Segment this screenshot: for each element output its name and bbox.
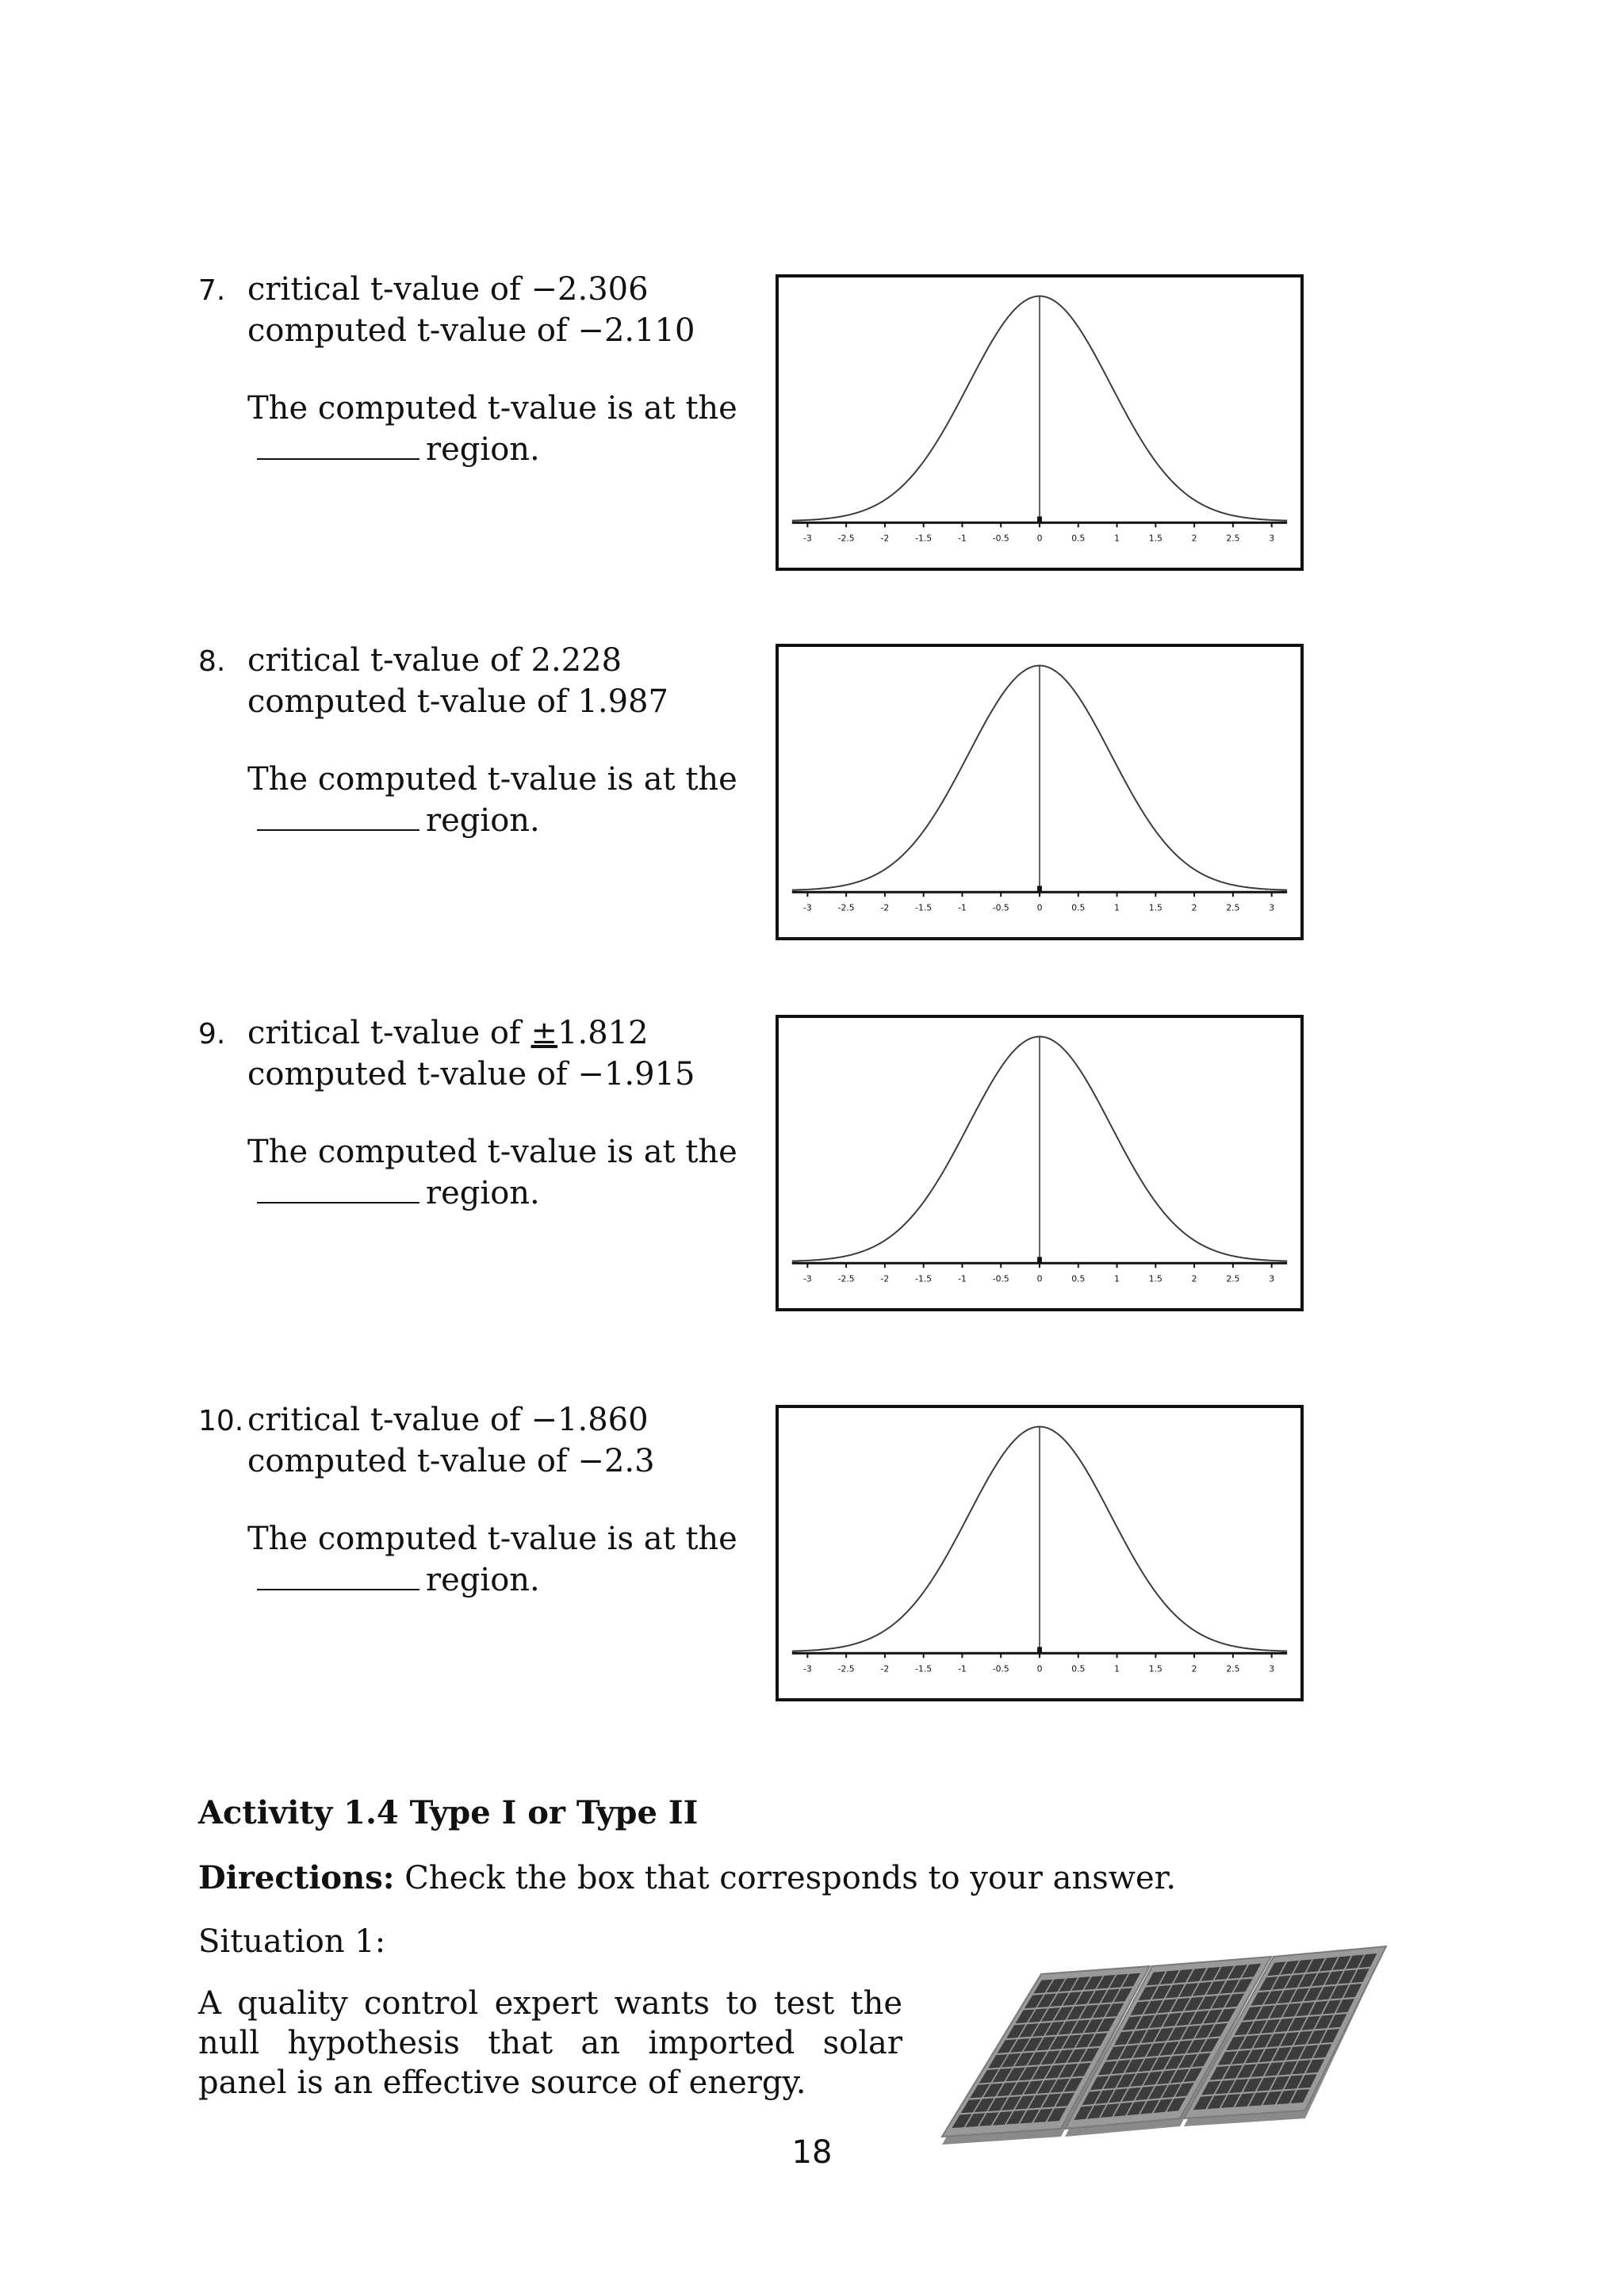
x-tick-label: 3 — [1269, 533, 1275, 544]
x-tick-label: 0.5 — [1071, 902, 1086, 913]
x-tick-label: -0.5 — [992, 533, 1009, 544]
question-text: The computed t-value is at the — [247, 761, 737, 798]
page-number: 18 — [791, 2134, 833, 2171]
answer-blank[interactable] — [257, 428, 419, 460]
exercise-item-9 — [198, 1013, 753, 1213]
x-tick-label: -2 — [880, 1273, 890, 1284]
t-distribution-plot — [779, 1408, 1300, 1698]
x-tick-label: -1 — [958, 1273, 967, 1284]
x-tick-label: 3 — [1269, 1663, 1275, 1674]
t-distribution-chart-7 — [776, 274, 1304, 571]
critical-value-number: 1.812 — [557, 1015, 649, 1051]
x-tick-label: -3 — [802, 902, 812, 913]
x-tick-label: -2.5 — [837, 1273, 855, 1284]
exercise-item-10 — [198, 1400, 753, 1600]
exercise-item-7 — [198, 270, 753, 469]
x-tick-label: 2 — [1191, 533, 1197, 544]
x-tick-label: -1 — [958, 902, 967, 913]
zero-marker — [1037, 516, 1042, 522]
computed-value-text: computed t-value of −2.110 — [247, 312, 695, 349]
situation-text: A quality control expert wants to test the null hypothesis that an imported solar panel is an effective source of energy. — [198, 1985, 902, 2101]
x-tick-label: 1.5 — [1148, 533, 1162, 544]
x-tick-label: 1 — [1114, 902, 1120, 913]
x-tick-label: -0.5 — [992, 1273, 1009, 1284]
x-tick-label: 1 — [1114, 1273, 1120, 1284]
critical-value-text: critical t-value of −1.860 — [247, 1402, 649, 1438]
x-tick-label: 2 — [1191, 1273, 1197, 1284]
question-end-text: region. — [426, 1175, 540, 1211]
question-text: The computed t-value is at the — [247, 390, 737, 427]
x-tick-label: 1 — [1114, 1663, 1120, 1674]
t-distribution-chart-9 — [776, 1015, 1304, 1311]
plus-minus-symbol: ± — [530, 1015, 558, 1051]
question-end-text: region. — [426, 1562, 540, 1598]
x-tick-label: -0.5 — [992, 902, 1009, 913]
item-number: 8. — [198, 645, 226, 678]
x-tick-label: 0 — [1036, 1273, 1043, 1284]
zero-marker — [1037, 1647, 1042, 1653]
x-tick-label: 2.5 — [1226, 1273, 1240, 1284]
t-distribution-chart-10 — [776, 1405, 1304, 1701]
x-tick-label: -1.5 — [915, 1663, 933, 1674]
item-number: 10. — [198, 1405, 244, 1437]
x-tick-label: 1.5 — [1148, 1663, 1162, 1674]
x-tick-label: -0.5 — [992, 1663, 1009, 1674]
x-tick-label: 0.5 — [1071, 1273, 1086, 1284]
x-tick-label: -2 — [880, 533, 890, 544]
t-distribution-plot — [779, 1018, 1300, 1308]
situation-label: Situation 1: — [198, 1923, 386, 1960]
solar-panel-illustration — [934, 1934, 1394, 2149]
x-tick-label: -1 — [958, 533, 967, 544]
x-tick-label: -2 — [880, 902, 890, 913]
x-tick-label: 3 — [1269, 1273, 1275, 1284]
x-tick-label: 0 — [1036, 1663, 1043, 1674]
x-tick-label: -1.5 — [915, 1273, 933, 1284]
critical-value-text: critical t-value of −2.306 — [247, 271, 649, 308]
answer-blank[interactable] — [257, 1559, 419, 1590]
x-tick-label: 3 — [1269, 902, 1275, 913]
x-tick-label: 2.5 — [1226, 902, 1240, 913]
question-end-text: region. — [426, 431, 540, 468]
directions-text: Check the box that corresponds to your answer. — [394, 1860, 1177, 1896]
x-tick-label: 2 — [1191, 902, 1197, 913]
x-tick-label: 0.5 — [1071, 533, 1086, 544]
x-tick-label: 2.5 — [1226, 1663, 1240, 1674]
x-tick-label: 0 — [1036, 902, 1043, 913]
x-tick-label: -3 — [802, 1273, 812, 1284]
x-tick-label: -2.5 — [837, 533, 855, 544]
answer-blank[interactable] — [257, 799, 419, 831]
item-number: 7. — [198, 274, 226, 307]
x-tick-label: -2.5 — [837, 1663, 855, 1674]
t-distribution-plot — [779, 277, 1300, 568]
x-tick-label: -1 — [958, 1663, 967, 1674]
x-tick-label: 2 — [1191, 1663, 1197, 1674]
x-tick-label: -3 — [802, 1663, 812, 1674]
x-tick-label: 1.5 — [1148, 1273, 1162, 1284]
x-tick-label: -3 — [802, 533, 812, 544]
question-end-text: region. — [426, 802, 540, 839]
critical-value-prefix: critical t-value of — [247, 1015, 531, 1051]
x-tick-label: 0 — [1036, 533, 1043, 544]
computed-value-text: computed t-value of −2.3 — [247, 1443, 655, 1479]
t-distribution-plot — [779, 647, 1300, 937]
item-number: 9. — [198, 1018, 226, 1050]
x-tick-label: 1 — [1114, 533, 1120, 544]
computed-value-text: computed t-value of 1.987 — [247, 683, 668, 720]
x-tick-label: -1.5 — [915, 902, 933, 913]
answer-blank[interactable] — [257, 1172, 419, 1203]
t-distribution-chart-8 — [776, 644, 1304, 940]
activity-title: Activity 1.4 Type I or Type II — [198, 1794, 699, 1831]
x-tick-label: 0.5 — [1071, 1663, 1086, 1674]
x-tick-label: 1.5 — [1148, 902, 1162, 913]
x-tick-label: -1.5 — [915, 533, 933, 544]
zero-marker — [1037, 886, 1042, 892]
directions-label: Directions: — [198, 1859, 395, 1896]
x-tick-label: 2.5 — [1226, 533, 1240, 544]
exercise-item-8 — [198, 641, 753, 840]
directions — [198, 1858, 1348, 1898]
question-text: The computed t-value is at the — [247, 1521, 737, 1557]
zero-marker — [1037, 1257, 1042, 1263]
question-text: The computed t-value is at the — [247, 1134, 737, 1170]
x-tick-label: -2 — [880, 1663, 890, 1674]
x-tick-label: -2.5 — [837, 902, 855, 913]
computed-value-text: computed t-value of −1.915 — [247, 1056, 695, 1093]
critical-value-text: critical t-value of 2.228 — [247, 642, 622, 679]
